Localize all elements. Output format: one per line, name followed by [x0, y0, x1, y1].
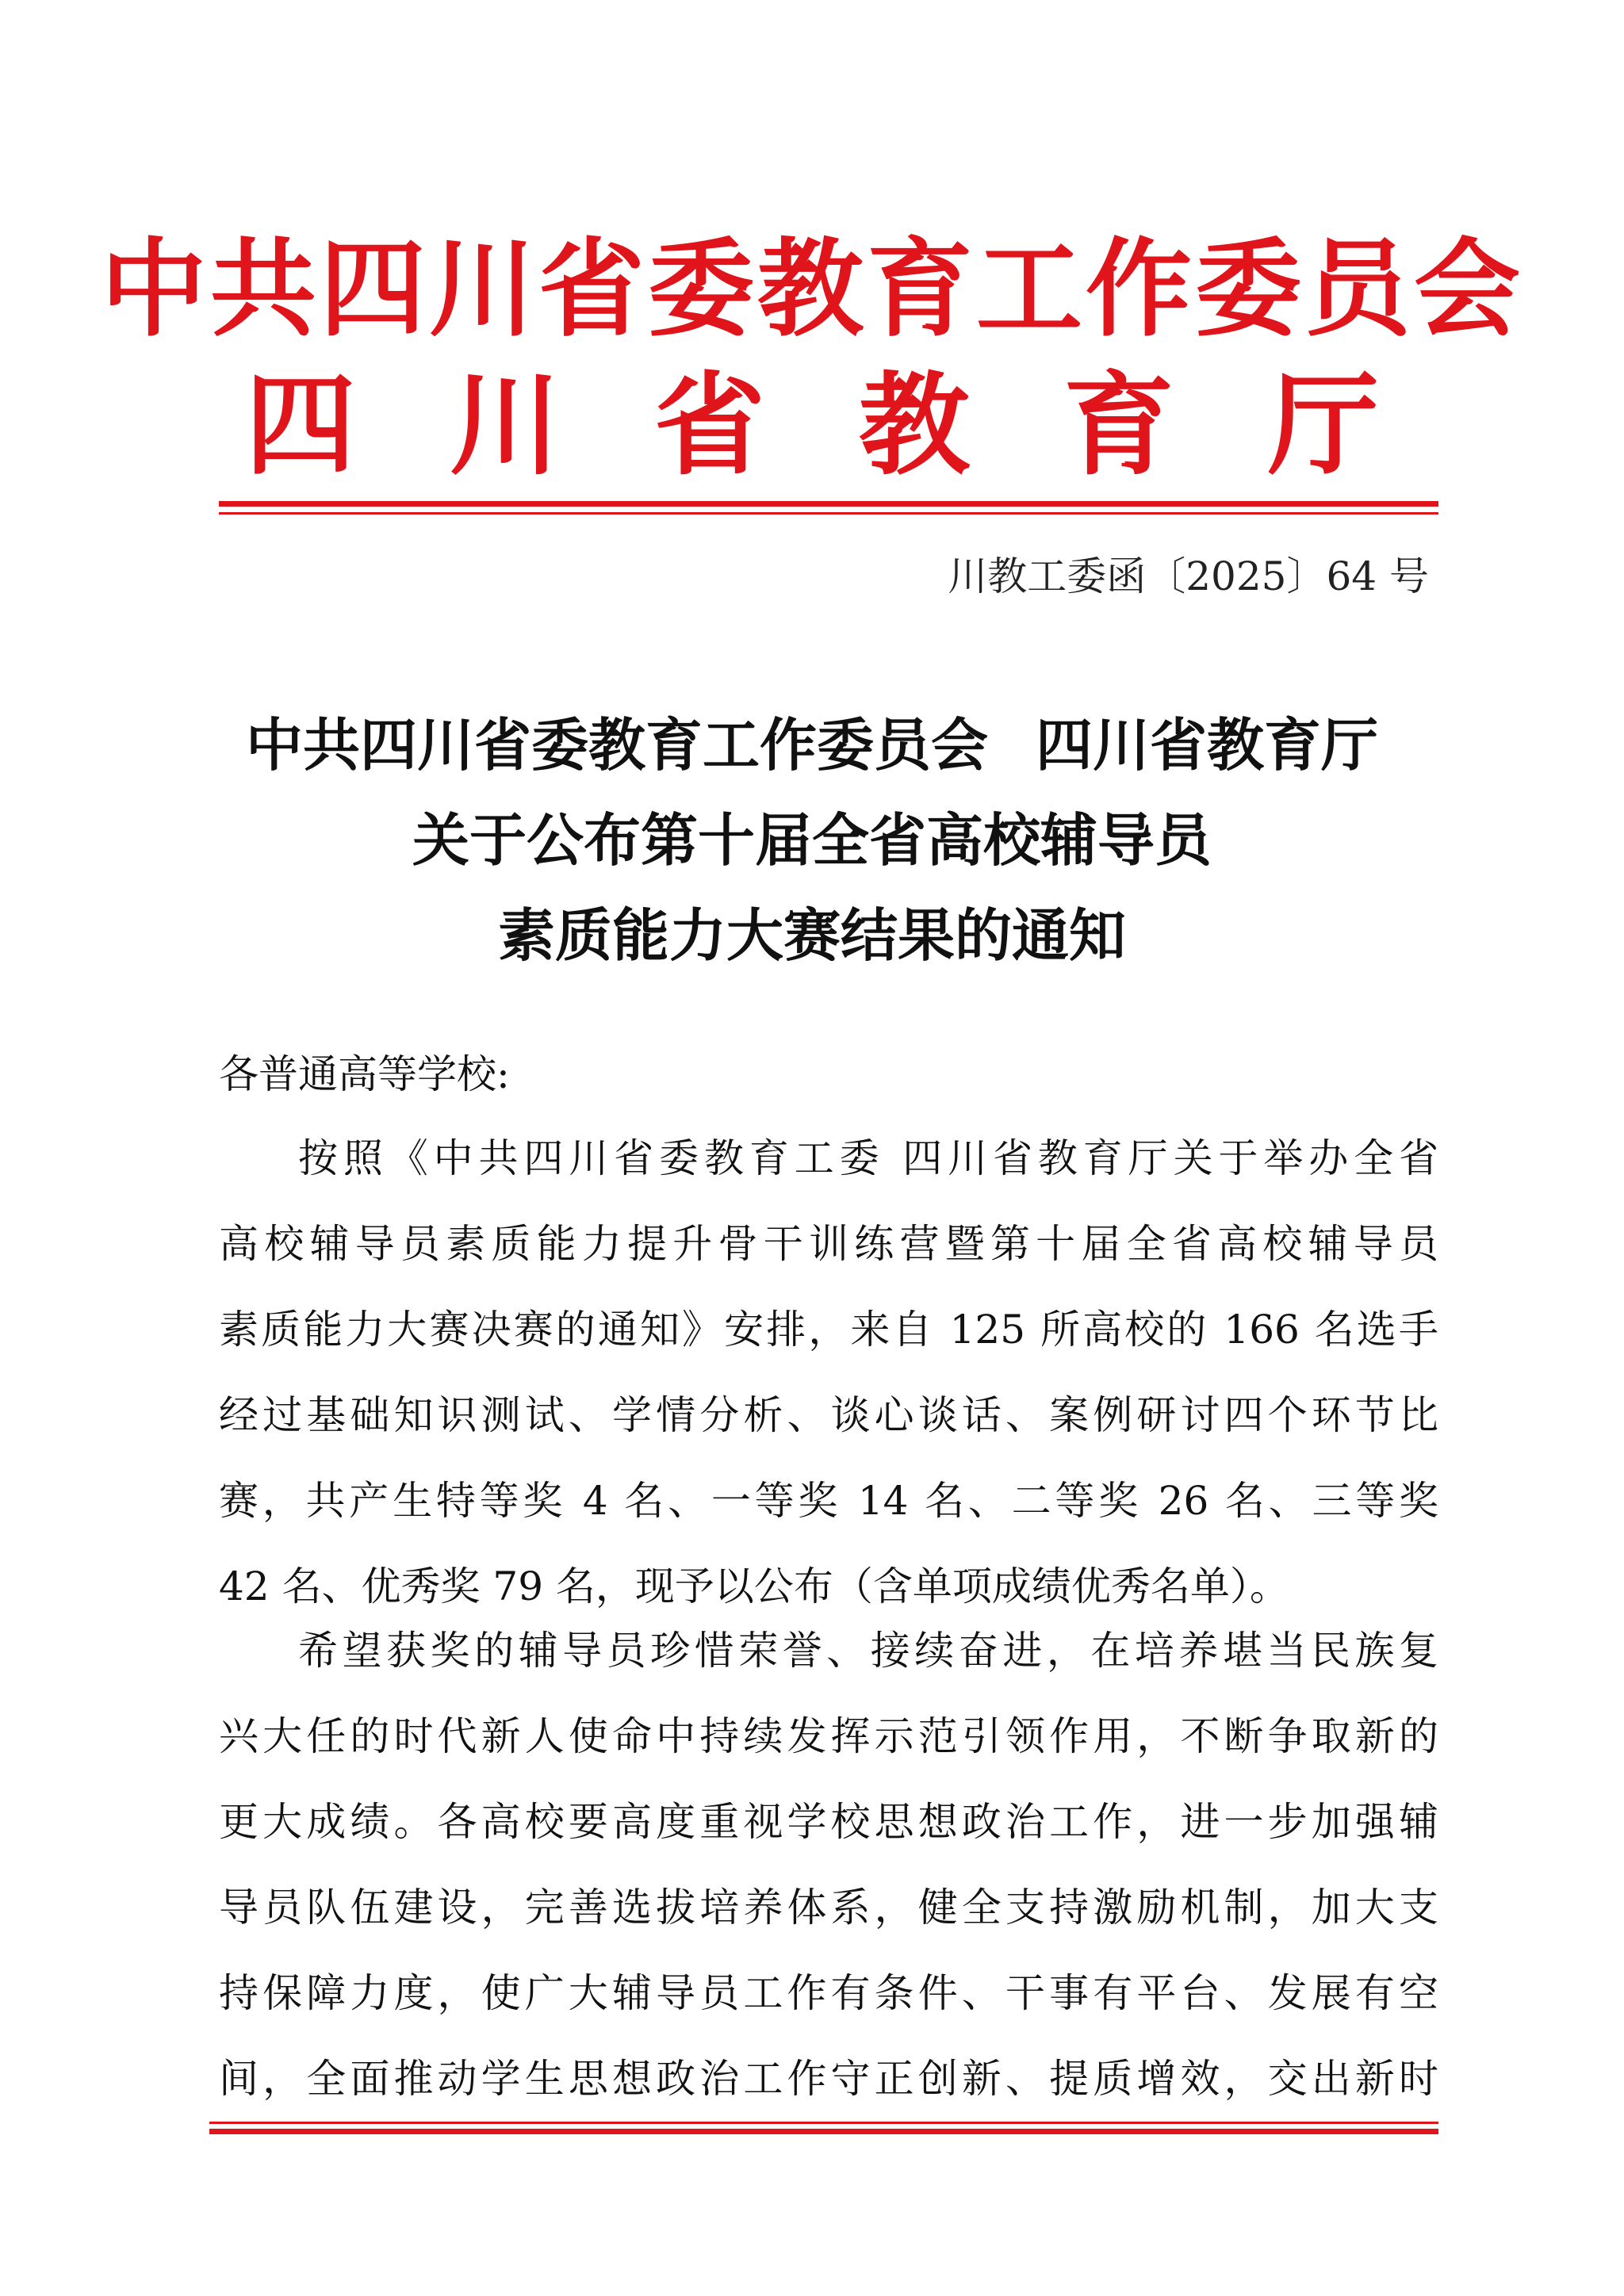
footer-red-rule-thick	[209, 2129, 1438, 2134]
paragraph-line: 希望获奖的辅导员珍惜荣誉、接续奋进，在培养堪当民族复	[298, 1628, 1438, 1674]
header-red-rule-thick	[219, 501, 1438, 507]
paragraph-line: 兴大任的时代新人使命中持续发挥示范引领作用，不断争取新的	[219, 1713, 1438, 1759]
salutation: 各普通高等学校:	[219, 1051, 510, 1097]
document-title-line-3: 素质能力大赛结果的通知	[497, 902, 1126, 969]
title-org-2: 四川省教育厅	[1036, 712, 1379, 779]
paragraph-line: 赛，共产生特等奖 4 名、一等奖 14 名、二等奖 26 名、三等奖	[219, 1478, 1438, 1524]
paragraph-line: 更大成绩。各高校要高度重视学校思想政治工作，进一步加强辅	[219, 1799, 1438, 1845]
body-paragraph-1	[219, 1115, 1438, 1629]
document-title-line-2: 关于公布第十届全省高校辅导员	[412, 807, 1212, 874]
body-paragraph-2	[219, 1608, 1438, 2122]
paragraph-line: 素质能力大赛决赛的通知》安排，来自 125 所高校的 166 名选手	[219, 1307, 1438, 1353]
paragraph-line: 经过基础知识测试、学情分析、谈心谈话、案例研讨四个环节比	[219, 1392, 1438, 1438]
paragraph-line: 42 名、优秀奖 79 名，现予以公布（含单项成绩优秀名单）。	[219, 1563, 1289, 1609]
title-org-1: 中共四川省委教育工作委员会	[245, 712, 988, 779]
footer-red-rule-thin	[209, 2122, 1438, 2124]
paragraph-line: 高校辅导员素质能力提升骨干训练营暨第十届全省高校辅导员	[219, 1221, 1438, 1267]
document-title-line-1	[0, 706, 1624, 785]
paragraph-line: 间，全面推动学生思想政治工作守正创新、提质增效，交出新时	[219, 2056, 1438, 2102]
document-number: 川教工委函〔2025〕64 号	[948, 553, 1429, 599]
paragraph-line: 持保障力度，使广大辅导员工作有条件、干事有平台、发展有空	[219, 1970, 1438, 2016]
paragraph-line: 按照《中共四川省委教育工委 四川省教育厅关于举办全省	[298, 1135, 1438, 1181]
paragraph-line: 导员队伍建设，完善选拔培养体系，健全支持激励机制，加大支	[219, 1885, 1438, 1931]
issuing-org-line-2: 四川省教育厅	[244, 362, 1473, 491]
header-red-rule-thin	[219, 512, 1438, 515]
issuing-org-line-1: 中共四川省委教育工作委员会	[100, 228, 1523, 351]
